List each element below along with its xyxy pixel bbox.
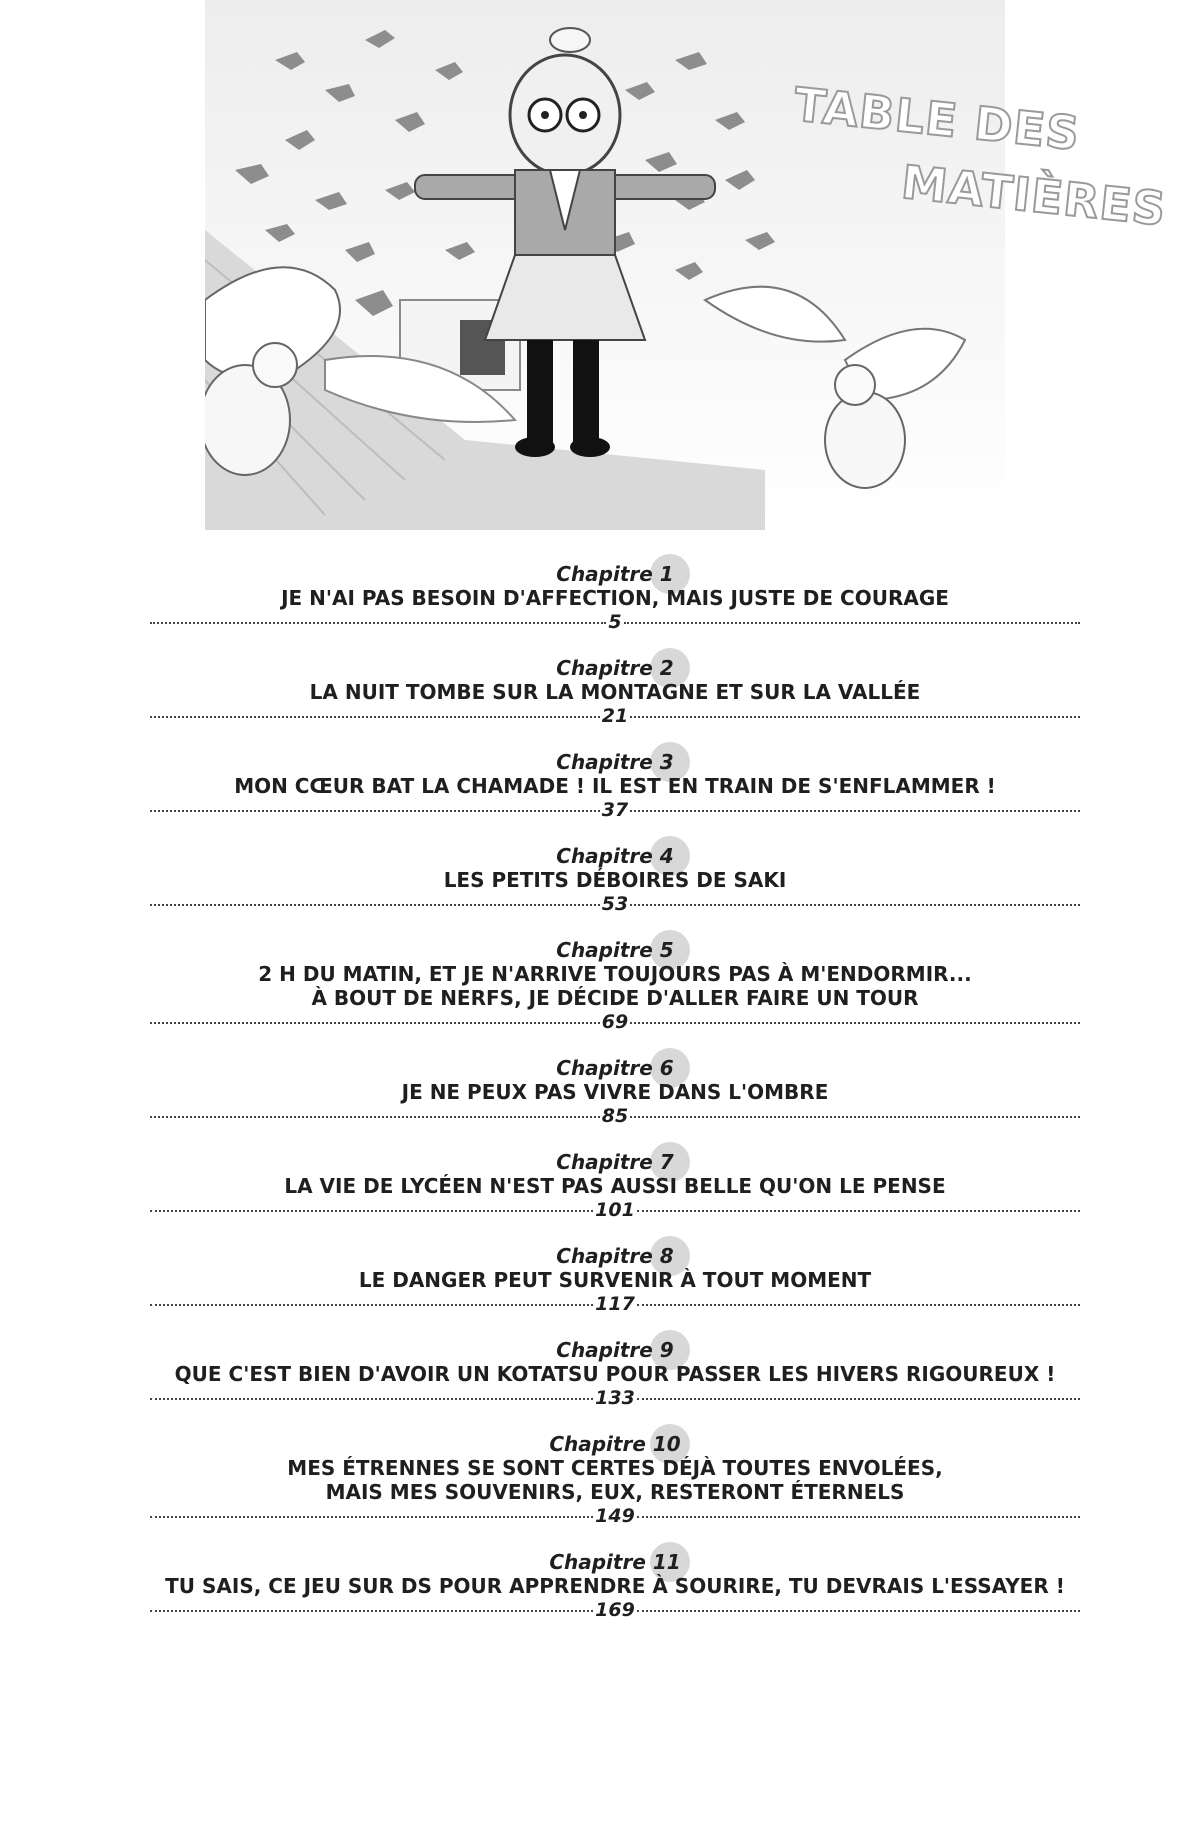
chapter-title: 2 H DU MATIN, ET JE N'ARRIVE TOUJOURS PAS À M'ENDORMIR... <box>258 962 972 986</box>
page-number: 149 <box>595 1505 635 1527</box>
chapter-title: MES ÉTRENNES SE SONT CERTES DÉJÀ TOUTES ENVOLÉES, <box>287 1456 943 1480</box>
leader-rule-left <box>150 1516 593 1518</box>
leader-rule-left <box>150 716 600 718</box>
toc-entry[interactable] <box>150 1550 1080 1622</box>
page-number: 169 <box>595 1599 635 1621</box>
chapter-label: Chapitre 11 <box>549 1550 681 1574</box>
toc-entry[interactable] <box>150 750 1080 822</box>
chapter-label: Chapitre 6 <box>556 1056 674 1080</box>
leader-rule-right <box>630 1022 1080 1024</box>
table-of-contents <box>150 562 1080 1624</box>
toc-entry[interactable] <box>150 1338 1080 1410</box>
chapter-label: Chapitre 8 <box>556 1244 674 1268</box>
leader-rule-left <box>150 904 600 906</box>
chapter-title: LE DANGER PEUT SURVENIR À TOUT MOMENT <box>358 1268 872 1292</box>
dotted-leader <box>150 798 1080 822</box>
leader-rule-right <box>637 1610 1080 1612</box>
dotted-leader <box>150 1104 1080 1128</box>
leader-rule-left <box>150 622 606 624</box>
chapter-label: Chapitre 4 <box>556 844 674 868</box>
chapter-title: TU SAIS, CE JEU SUR DS POUR APPRENDRE À SOURIRE, TU DEVRAIS L'ESSAYER ! <box>165 1574 1065 1598</box>
chapter-label: Chapitre 2 <box>556 656 674 680</box>
leader-rule-right <box>630 810 1080 812</box>
toc-heading-line2: MATIÈRES <box>899 154 1169 237</box>
dotted-leader <box>150 892 1080 916</box>
page-number: 69 <box>601 1011 629 1033</box>
leader-rule-right <box>630 1116 1080 1118</box>
leader-rule-left <box>150 1304 593 1306</box>
page-number: 37 <box>601 799 629 821</box>
chapter-title: MON CŒUR BAT LA CHAMADE ! IL EST EN TRAIN DE S'ENFLAMMER ! <box>234 774 996 798</box>
toc-entry[interactable] <box>150 1150 1080 1222</box>
chapter-title: QUE C'EST BIEN D'AVOIR UN KOTATSU POUR PASSER LES HIVERS RIGOUREUX ! <box>174 1362 1056 1386</box>
dotted-leader <box>150 1010 1080 1034</box>
leader-rule-right <box>630 716 1080 718</box>
dotted-leader <box>150 1598 1080 1622</box>
dotted-leader <box>150 1504 1080 1528</box>
dotted-leader <box>150 1198 1080 1222</box>
toc-entry[interactable] <box>150 1432 1080 1528</box>
page-number: 53 <box>601 893 629 915</box>
toc-entry[interactable] <box>150 844 1080 916</box>
chapter-title: LA VIE DE LYCÉEN N'EST PAS AUSSI BELLE QU'ON LE PENSE <box>284 1174 946 1198</box>
page-number: 117 <box>595 1293 635 1315</box>
chapter-title: JE N'AI PAS BESOIN D'AFFECTION, MAIS JUSTE DE COURAGE <box>281 586 949 610</box>
page-number: 5 <box>608 611 622 633</box>
chapter-label: Chapitre 9 <box>556 1338 674 1362</box>
leader-rule-left <box>150 1116 600 1118</box>
chapter-title: À BOUT DE NERFS, JE DÉCIDE D'ALLER FAIRE UN TOUR <box>311 986 919 1010</box>
leader-rule-right <box>637 1516 1080 1518</box>
toc-entry[interactable] <box>150 1056 1080 1128</box>
dotted-leader <box>150 704 1080 728</box>
leader-rule-right <box>624 622 1080 624</box>
page-number: 85 <box>601 1105 629 1127</box>
chapter-title: LA NUIT TOMBE SUR LA MONTAGNE ET SUR LA VALLÉE <box>309 680 921 704</box>
chapter-title: MAIS MES SOUVENIRS, EUX, RESTERONT ÉTERNELS <box>325 1480 905 1504</box>
chapter-label: Chapitre 5 <box>556 938 674 962</box>
toc-heading-line1: TABLE DES <box>791 77 1083 161</box>
page-number: 133 <box>595 1387 635 1409</box>
leader-rule-right <box>637 1304 1080 1306</box>
dotted-leader <box>150 1292 1080 1316</box>
leader-rule-right <box>637 1398 1080 1400</box>
toc-entry[interactable] <box>150 656 1080 728</box>
chapter-label: Chapitre 10 <box>549 1432 681 1456</box>
page-number: 101 <box>595 1199 635 1221</box>
chapter-title: LES PETITS DÉBOIRES DE SAKI <box>443 868 787 892</box>
dotted-leader <box>150 610 1080 634</box>
toc-entry[interactable] <box>150 562 1080 634</box>
chapter-title: JE NE PEUX PAS VIVRE DANS L'OMBRE <box>401 1080 829 1104</box>
leader-rule-left <box>150 810 600 812</box>
leader-rule-right <box>630 904 1080 906</box>
leader-rule-left <box>150 1610 593 1612</box>
toc-entry[interactable] <box>150 1244 1080 1316</box>
leader-rule-left <box>150 1398 593 1400</box>
chapter-label: Chapitre 1 <box>556 562 674 586</box>
page-number: 21 <box>601 705 629 727</box>
dotted-leader <box>150 1386 1080 1410</box>
toc-entry[interactable] <box>150 938 1080 1034</box>
chapter-label: Chapitre 7 <box>556 1150 674 1174</box>
leader-rule-right <box>637 1210 1080 1212</box>
leader-rule-left <box>150 1210 593 1212</box>
leader-rule-left <box>150 1022 600 1024</box>
chapter-label: Chapitre 3 <box>556 750 674 774</box>
